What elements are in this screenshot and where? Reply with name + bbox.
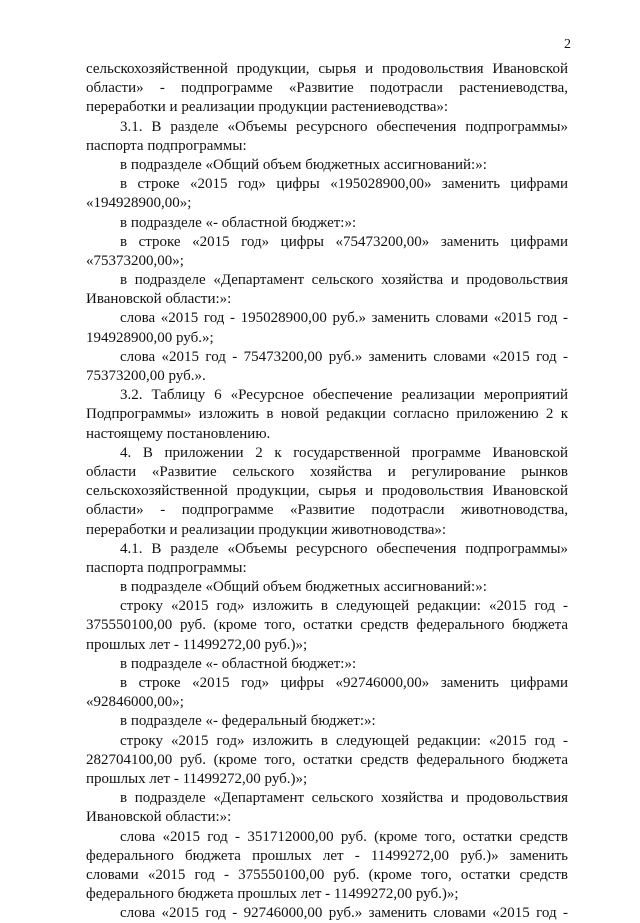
text-line: 282704100,00 руб. (кроме того, остатки средств федерального бюджета [86, 751, 568, 768]
text-line: в строке «2015 год» цифры «195028900,00» заменить цифрами [120, 176, 568, 193]
text-line: в подразделе «Общий объем бюджетных ассигнований:»: [120, 579, 487, 596]
text-line: в подразделе «- федеральный бюджет:»: [120, 713, 376, 730]
page-number: 2 [564, 37, 571, 52]
text-line: слова «2015 год - 92746000,00 руб.» заменить словами «2015 год - [120, 905, 568, 922]
text-line: области» - подпрограмме «Развитие подотрасли животноводства, [86, 502, 568, 519]
text-line: паспорта подпрограммы: [86, 559, 247, 576]
text-line: в подразделе «Департамент сельского хозяйства и продовольствия [120, 790, 568, 807]
text-line: сельскохозяйственной продукции, сырья и продовольствия Ивановской [86, 61, 568, 77]
text-line: прошлых лет - 11499272,00 руб.)»; [86, 770, 308, 787]
text-line: в подразделе «- областной бюджет:»: [120, 655, 357, 672]
text-line: Подпрограммы» изложить в новой редакции согласно приложению 2 к [86, 406, 568, 423]
text-line: 3.2. Таблицу 6 «Ресурсное обеспечение реализации мероприятий [120, 387, 568, 404]
text-line: переработки и реализации продукции растениеводства»: [86, 99, 449, 116]
text-line: «92846000,00»; [86, 694, 184, 711]
text-line: 194928900,00 руб.»; [86, 329, 214, 346]
text-line: федерального бюджета прошлых лет - 11499272,00 руб.)» заменить [86, 847, 568, 864]
text-line: федерального бюджета прошлых лет - 11499272,00 руб.)»; [86, 886, 459, 903]
text-line: строку «2015 год» изложить в следующей редакции: «2015 год - [120, 598, 568, 615]
text-line: 4. В приложении 2 к государственной программе Ивановской [120, 444, 568, 461]
text-line: настоящему постановлению. [86, 425, 271, 442]
text-line: прошлых лет - 11499272,00 руб.)»; [86, 636, 308, 653]
text-line: строку «2015 год» изложить в следующей редакции: «2015 год - [120, 732, 568, 749]
text-line: в строке «2015 год» цифры «92746000,00» заменить цифрами [120, 675, 568, 691]
text-line: «75373200,00»; [86, 252, 184, 269]
text-line: 3.1. В разделе «Объемы ресурсного обеспечения подпрограммы» [120, 118, 568, 135]
document-body [86, 60, 568, 923]
text-line: области «Развитие сельского хозяйства и регулирование рынков [86, 463, 568, 480]
text-line: сельскохозяйственной продукции, сырья и продовольствия Ивановской [86, 483, 568, 500]
text-line: слова «2015 год - 195028900,00 руб.» заменить словами «2015 год - [120, 310, 568, 327]
text-line: 75373200,00 руб.». [86, 368, 206, 384]
text-line: Ивановской области:»: [86, 809, 232, 826]
text-line: Ивановской области:»: [86, 291, 232, 308]
text-line: в подразделе «Общий объем бюджетных ассигнований:»: [120, 156, 487, 173]
text-line: «194928900,00»; [86, 195, 192, 212]
text-line: слова «2015 год - 75473200,00 руб.» заменить словами «2015 год - [120, 348, 568, 365]
text-line: паспорта подпрограммы: [86, 137, 247, 154]
text-line: в строке «2015 год» цифры «75473200,00» заменить цифрами [120, 233, 568, 250]
text-line: 4.1. В разделе «Объемы ресурсного обеспечения подпрограммы» [120, 540, 568, 557]
text-line: словами «2015 год - 375550100,00 руб. (кроме того, остатки средств [86, 866, 568, 883]
text-line: области» - подпрограмме «Развитие подотрасли растениеводства, [86, 80, 568, 97]
text-line: переработки и реализации продукции животноводства»: [86, 521, 447, 538]
text-line: 375550100,00 руб. (кроме того, остатки средств федерального бюджета [86, 617, 568, 634]
text-line: слова «2015 год - 351712000,00 руб. (кроме того, остатки средств [120, 828, 568, 845]
text-line: в подразделе «Департамент сельского хозяйства и продовольствия [120, 272, 568, 289]
text-line: в подразделе «- областной бюджет:»: [120, 214, 357, 231]
